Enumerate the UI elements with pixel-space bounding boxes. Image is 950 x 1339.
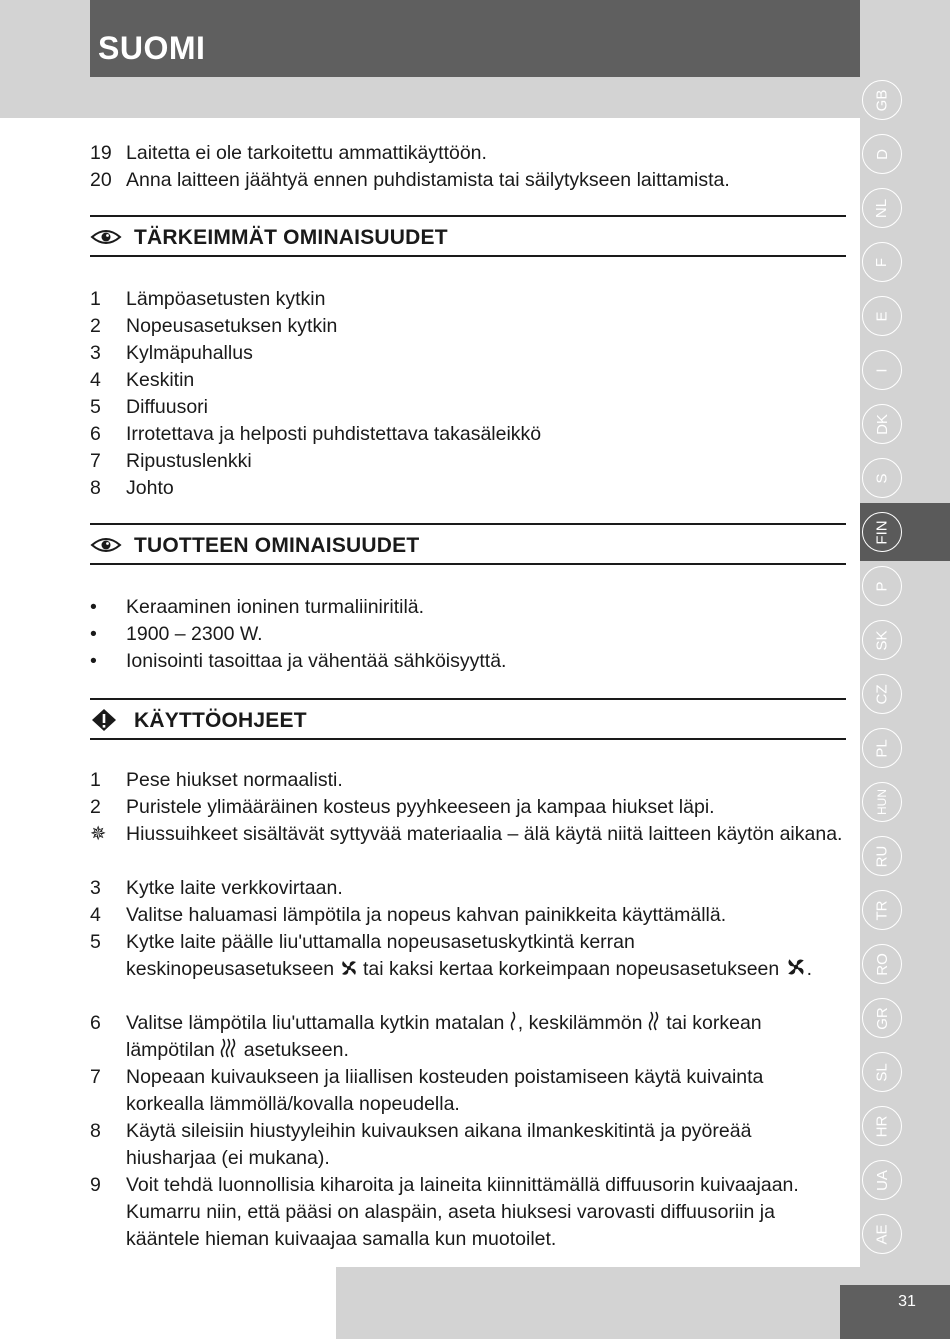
lang-tab-hr[interactable]: HR <box>862 1106 902 1146</box>
lang-tab-pl[interactable]: PL <box>862 728 902 768</box>
lang-tab-gr[interactable]: GR <box>862 998 902 1038</box>
fan-medium-speed-icon <box>340 959 358 977</box>
warning-diamond-icon <box>90 708 122 732</box>
lang-tab-sk[interactable]: SK <box>862 620 902 660</box>
page-number: 31 <box>898 1293 916 1310</box>
lang-tab-p[interactable]: P <box>862 566 902 606</box>
lang-tab-sl[interactable]: SL <box>862 1052 902 1092</box>
heat-low-icon <box>510 1011 518 1031</box>
fan-high-speed-icon <box>785 957 807 977</box>
lang-tab-gb[interactable]: GB <box>862 80 902 120</box>
lang-tab-f[interactable]: F <box>862 242 902 282</box>
burst-icon: ✵ <box>90 823 107 845</box>
lang-tab-ua[interactable]: UA <box>862 1160 902 1200</box>
lang-tab-fin-active[interactable]: FIN <box>862 512 902 552</box>
lang-tab-cz[interactable]: CZ <box>862 674 902 714</box>
eye-icon <box>90 227 122 247</box>
lang-tab-hun[interactable]: HUN <box>862 782 902 822</box>
section-header-product-features: TUOTTEEN OMINAISUUDET <box>90 523 846 565</box>
heat-medium-icon <box>648 1011 661 1031</box>
section-header-key-features: TÄRKEIMMÄT OMINAISUUDET <box>90 215 846 257</box>
header-bar <box>90 0 860 77</box>
eye-icon <box>90 535 122 555</box>
lang-tab-ae[interactable]: AE <box>862 1214 902 1254</box>
lang-tab-i[interactable]: I <box>862 350 902 390</box>
lang-tab-s[interactable]: S <box>862 458 902 498</box>
lang-tab-dk[interactable]: DK <box>862 404 902 444</box>
heat-high-icon <box>220 1038 238 1058</box>
lang-tab-tr[interactable]: TR <box>862 890 902 930</box>
section-header-instructions: KÄYTTÖOHJEET <box>90 698 846 740</box>
page-title: SUOMI <box>98 30 206 66</box>
lang-tab-ro[interactable]: RO <box>862 944 902 984</box>
lang-tab-e[interactable]: E <box>862 296 902 336</box>
page-number-box <box>840 1285 950 1339</box>
lang-tab-ru[interactable]: RU <box>862 836 902 876</box>
lang-tab-nl[interactable]: NL <box>862 188 902 228</box>
lang-tab-d[interactable]: D <box>862 134 902 174</box>
